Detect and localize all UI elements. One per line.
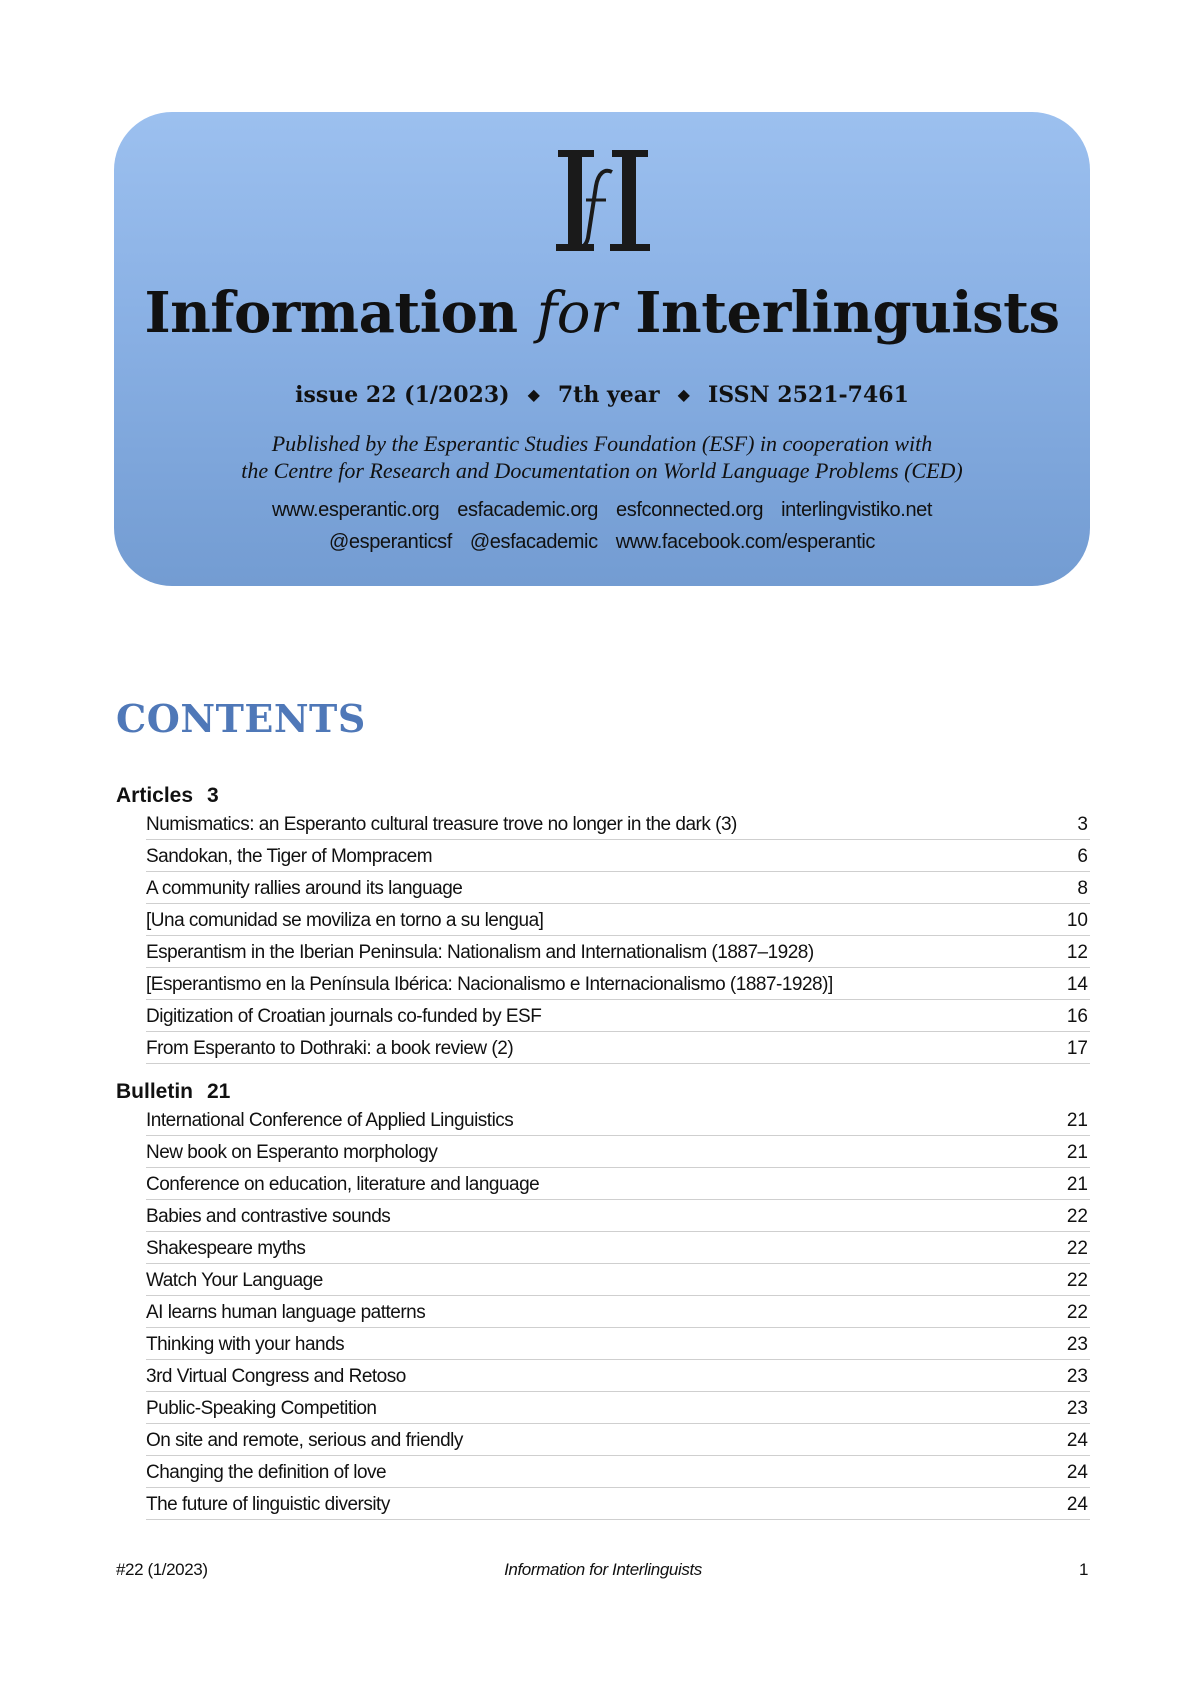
toc-entry-title: 3rd Virtual Congress and Retoso: [146, 1366, 406, 1387]
toc-list-bulletin: [146, 1104, 1090, 1520]
toc-entry[interactable]: [146, 1456, 1090, 1488]
footer-issue: #22 (1/2023): [116, 1560, 208, 1579]
toc-entry-page: 12: [1066, 942, 1088, 963]
publisher-line: Published by the Esperantic Studies Foundation (ESF) in cooperation with: [271, 431, 933, 456]
toc-entry-page: 22: [1066, 1270, 1088, 1291]
toc-entry-page: 21: [1066, 1110, 1088, 1131]
toc-entry-title: Conference on education, literature and language: [146, 1174, 540, 1195]
footer-journal-name: Information for Interlinguists: [504, 1560, 702, 1579]
toc-entry-page: 23: [1066, 1366, 1088, 1387]
section-heading-bulletin[interactable]: [116, 1080, 230, 1104]
journal-title-for: for: [536, 281, 617, 346]
section-page: 3: [207, 784, 219, 807]
toc-entry-page: 14: [1066, 974, 1088, 995]
publisher-line: the Centre for Research and Documentation on World Language Problems (CED): [241, 458, 963, 483]
toc-entry-title: The future of linguistic diversity: [146, 1494, 390, 1515]
toc-entry-page: 22: [1066, 1206, 1088, 1227]
toc-list-articles: [146, 808, 1090, 1064]
toc-entry[interactable]: [146, 1424, 1090, 1456]
journal-logo-icon: [542, 142, 662, 262]
section-page: 21: [207, 1080, 231, 1103]
toc-entry[interactable]: [146, 1328, 1090, 1360]
toc-entry[interactable]: [146, 968, 1090, 1000]
links-row: [114, 526, 1090, 558]
toc-entry-title: AI learns human language patterns: [146, 1302, 426, 1323]
toc-entry[interactable]: [146, 1200, 1090, 1232]
toc-entry[interactable]: [146, 1232, 1090, 1264]
toc-entry-title: A community rallies around its language: [146, 878, 463, 899]
toc-entry-page: 21: [1066, 1142, 1088, 1163]
toc-entry-title: Babies and contrastive sounds: [146, 1206, 391, 1227]
toc-entry[interactable]: [146, 1296, 1090, 1328]
toc-entry-title: Esperantism in the Iberian Peninsula: Nationalism and Internationalism (1887–1928): [146, 942, 814, 963]
journal-title-part2: Interlinguists: [635, 280, 1060, 346]
toc-entry-title: Public-Speaking Competition: [146, 1398, 377, 1419]
issue-line: [114, 382, 1090, 408]
toc-entry-title: New book on Esperanto morphology: [146, 1142, 438, 1163]
link-facebook[interactable]: www.facebook.com/esperantic: [615, 531, 876, 553]
page-footer: [116, 1560, 1090, 1584]
toc-entry-page: 21: [1066, 1174, 1088, 1195]
section-title: Articles: [116, 784, 194, 807]
toc-entry[interactable]: [146, 1264, 1090, 1296]
toc-entry-title: Thinking with your hands: [146, 1334, 345, 1355]
diamond-separator-icon: ◆: [527, 385, 540, 404]
toc-entry[interactable]: [146, 1488, 1090, 1520]
toc-entry-page: 8: [1077, 878, 1088, 899]
toc-entry-title: On site and remote, serious and friendly: [146, 1430, 463, 1451]
link-interlingvistiko[interactable]: interlingvistiko.net: [781, 499, 933, 521]
toc-entry-title: Watch Your Language: [146, 1270, 323, 1291]
toc-entry-title: Digitization of Croatian journals co-funded by ESF: [146, 1006, 542, 1027]
toc-entry-page: 24: [1066, 1494, 1088, 1515]
links-row: [114, 494, 1090, 526]
contents-heading: CONTENTS: [116, 696, 366, 741]
toc-entry[interactable]: [146, 904, 1090, 936]
toc-entry[interactable]: [146, 936, 1090, 968]
toc-entry[interactable]: [146, 1168, 1090, 1200]
toc-entry-page: 23: [1066, 1398, 1088, 1419]
toc-entry-page: 10: [1066, 910, 1088, 931]
toc-entry-title: Shakespeare myths: [146, 1238, 306, 1259]
toc-entry-page: 22: [1066, 1238, 1088, 1259]
link-esperantic[interactable]: www.esperantic.org: [271, 499, 440, 521]
journal-title-part1: Information: [144, 280, 518, 346]
toc-entry-page: 22: [1066, 1302, 1088, 1323]
toc-entry-page: 17: [1066, 1038, 1088, 1059]
toc-entry[interactable]: [146, 1032, 1090, 1064]
toc-entry-title: [Una comunidad se moviliza en torno a su lengua]: [146, 910, 544, 931]
diamond-separator-icon: ◆: [677, 385, 690, 404]
footer-page-number: 1: [1078, 1560, 1088, 1579]
toc-entry[interactable]: [146, 1136, 1090, 1168]
journal-title: [114, 280, 1090, 346]
link-esfacademic[interactable]: esfacademic.org: [457, 499, 599, 521]
toc-entry[interactable]: [146, 1392, 1090, 1424]
toc-entry-title: Changing the definition of love: [146, 1462, 387, 1483]
section-heading-articles[interactable]: [116, 784, 219, 808]
toc-entry[interactable]: [146, 1360, 1090, 1392]
section-title: Bulletin: [116, 1080, 193, 1103]
contact-links: [114, 494, 1090, 558]
toc-entry-title: [Esperantismo en la Península Ibérica: Nacionalismo e Internacionalismo (1887-1928)]: [146, 974, 833, 995]
toc-entry[interactable]: [146, 1000, 1090, 1032]
toc-entry-title: Numismatics: an Esperanto cultural treasure trove no longer in the dark (3): [146, 814, 737, 835]
toc-entry-page: 6: [1077, 846, 1088, 867]
publisher-statement: [114, 430, 1090, 484]
toc-entry-title: International Conference of Applied Linguistics: [146, 1110, 514, 1131]
toc-entry-page: 16: [1066, 1006, 1088, 1027]
toc-entry-page: 24: [1066, 1430, 1088, 1451]
toc-entry[interactable]: [146, 808, 1090, 840]
toc-entry-page: 23: [1066, 1334, 1088, 1355]
toc-entry[interactable]: [146, 1104, 1090, 1136]
toc-entry[interactable]: [146, 840, 1090, 872]
journal-header: [114, 112, 1090, 586]
link-twitter-esfacademic[interactable]: @esfacademic: [469, 531, 598, 553]
issue-number: issue 22 (1/2023): [295, 382, 510, 408]
link-esfconnected[interactable]: esfconnected.org: [616, 499, 764, 521]
issn: ISSN 2521-7461: [707, 382, 909, 408]
journal-logo: [114, 142, 1090, 262]
toc-entry-title: Sandokan, the Tiger of Mompracem: [146, 846, 433, 867]
link-twitter-esperanticsf[interactable]: @esperanticsf: [328, 531, 452, 553]
issue-year: 7th year: [557, 382, 660, 408]
toc-entry[interactable]: [146, 872, 1090, 904]
toc-entry-page: 24: [1066, 1462, 1088, 1483]
toc-entry-page: 3: [1077, 814, 1088, 835]
toc-entry-title: From Esperanto to Dothraki: a book review (2): [146, 1038, 514, 1059]
